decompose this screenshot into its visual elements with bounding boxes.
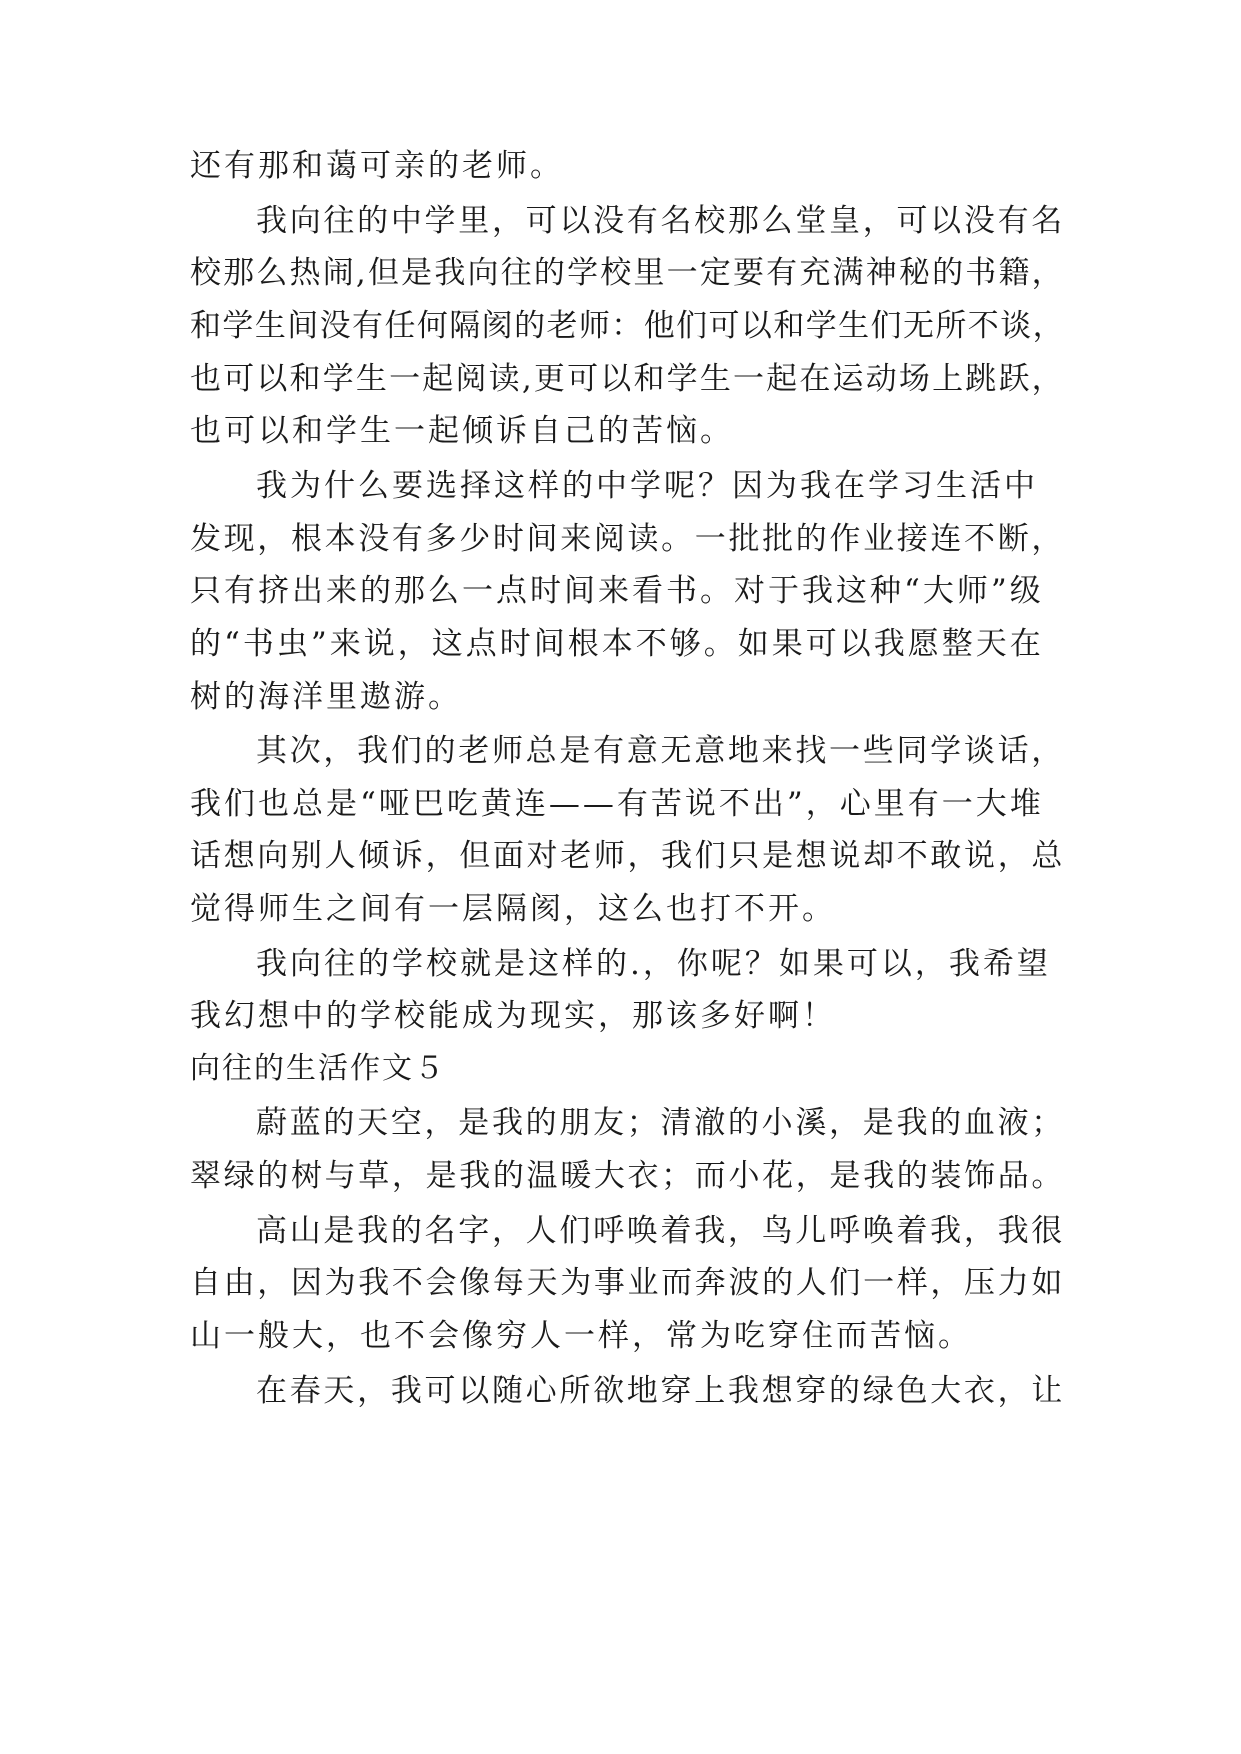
paragraph-first-line: 我为什么要选择这样的中学呢？因为我在学习生活中: [256, 468, 1038, 504]
text-line: 我幻想中的学校能成为现实，那该多好啊！: [190, 998, 836, 1034]
text-line: 也可以和学生一起倾诉自己的苦恼。: [190, 413, 734, 449]
text-line: 还有那和蔼可亲的老师。: [190, 148, 564, 184]
text-line: 自由，因为我不会像每天为事业而奔波的人们一样，压力如: [190, 1265, 1065, 1301]
text-line: 山一般大，也不会像穷人一样，常为吃穿住而苦恼。: [190, 1318, 972, 1354]
text-line: 只有挤出来的那么一点时间来看书。对于我这种“大师”级: [190, 573, 1044, 609]
paragraph-first-line: 高山是我的名字，人们呼唤着我，鸟儿呼唤着我，我很: [256, 1213, 1065, 1249]
text-line: 话想向别人倾诉，但面对老师，我们只是想说却不敢说，总: [190, 838, 1065, 874]
paragraph-first-line: 蔚蓝的天空，是我的朋友；清澈的小溪，是我的血液；: [256, 1105, 1065, 1141]
text-line: 树的海洋里遨游。: [190, 679, 462, 715]
text-line: 也可以和学生一起阅读,更可以和学生一起在运动场上跳跃，: [190, 361, 1065, 397]
text-line: 觉得师生之间有一层隔阂，这么也打不开。: [190, 891, 836, 927]
text-line: 翠绿的树与草，是我的温暖大衣；而小花，是我的装饰品。: [190, 1158, 1065, 1194]
text-line: 的“书虫”来说，这点时间根本不够。如果可以我愿整天在: [190, 626, 1044, 662]
paragraph-first-line: 我向往的中学里，可以没有名校那么堂皇，可以没有名: [256, 203, 1065, 239]
text-line: 我们也总是“哑巴吃黄连——有苦说不出”，心里有一大堆: [190, 786, 1044, 822]
paragraph-first-line: 在春天，我可以随心所欲地穿上我想穿的绿色大衣，让: [256, 1373, 1065, 1409]
text-line: 校那么热闹,但是我向往的学校里一定要有充满神秘的书籍，: [190, 255, 1065, 291]
paragraph-first-line: 其次，我们的老师总是有意无意地来找一些同学谈话，: [256, 733, 1065, 769]
paragraph-first-line: 我向往的学校就是这样的.，你呢？如果可以，我希望: [256, 946, 1051, 982]
text-line: 和学生间没有任何隔阂的老师：他们可以和学生们无所不谈，: [190, 308, 1065, 344]
section-heading: 向往的生活作文５: [190, 1051, 446, 1086]
text-line: 发现，根本没有多少时间来阅读。一批批的作业接连不断，: [190, 521, 1065, 557]
